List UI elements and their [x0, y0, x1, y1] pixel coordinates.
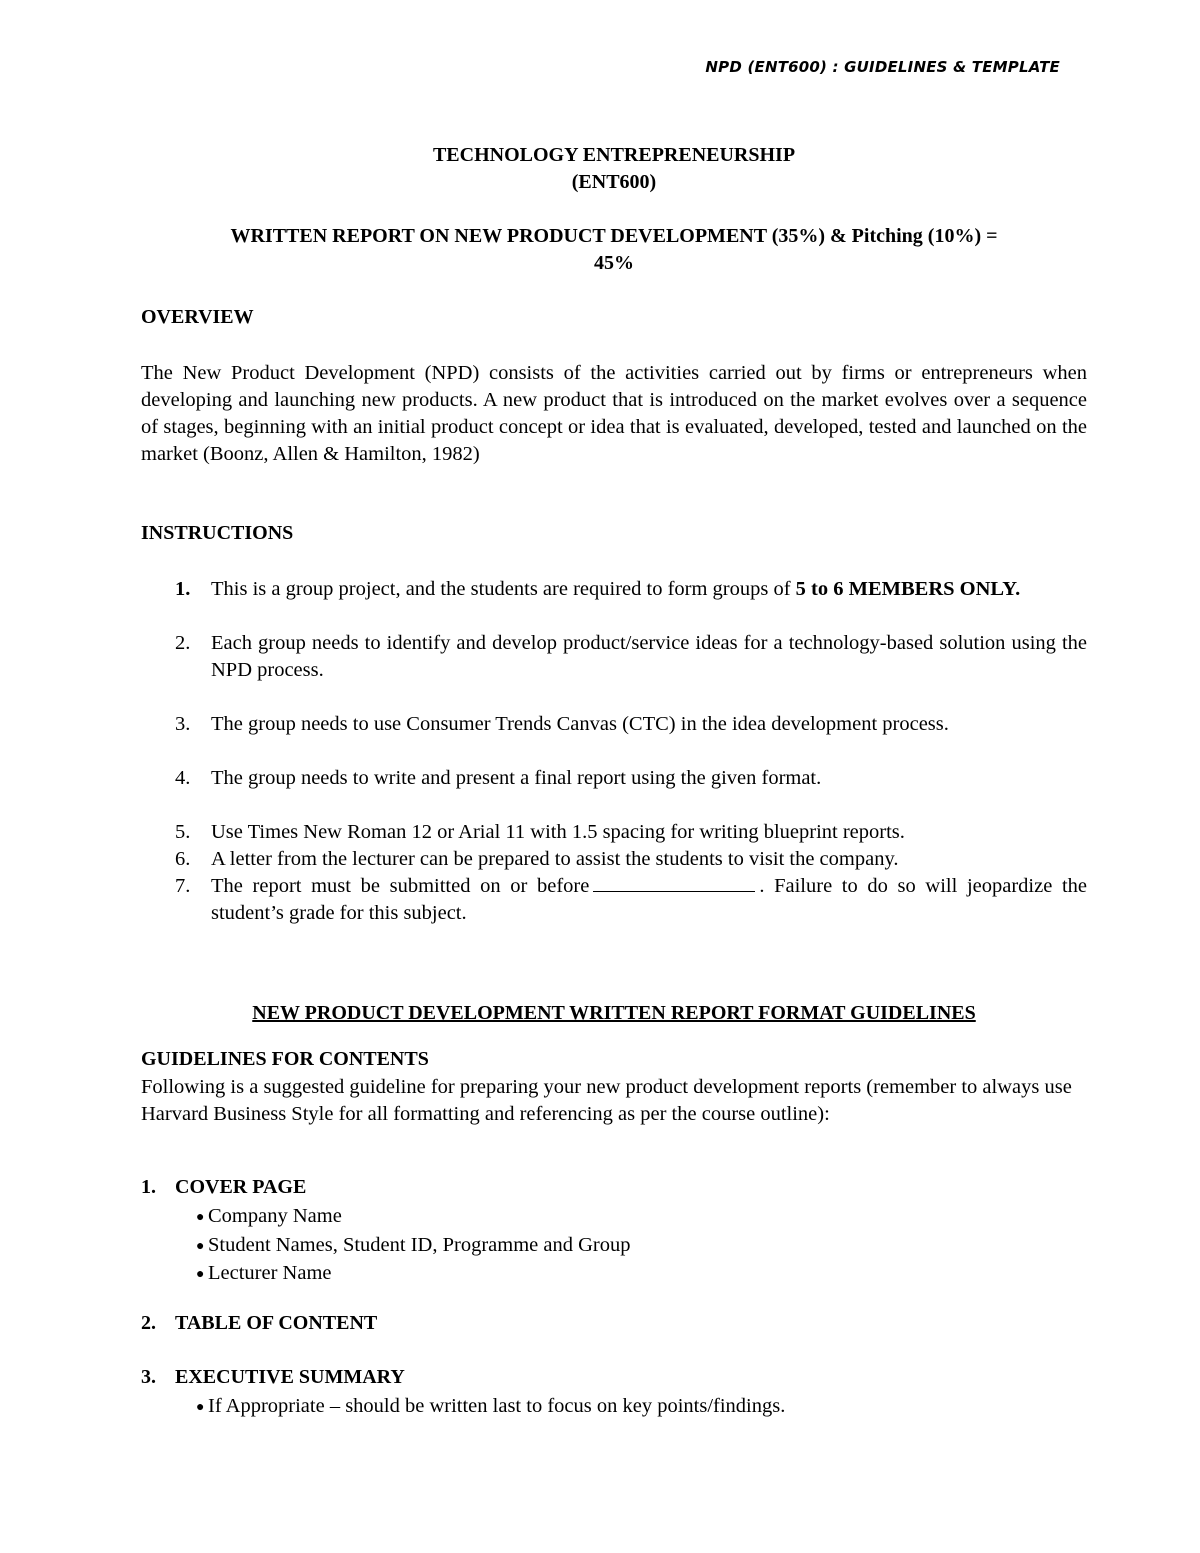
section-executive-summary: [141, 1366, 405, 1389]
contents-heading: GUIDELINES FOR CONTENTS: [141, 1048, 429, 1070]
item-text: A letter from the lecturer can be prepared to assist the students to visit the company.: [211, 848, 899, 870]
section-title: EXECUTIVE SUMMARY: [175, 1366, 405, 1388]
overview-heading: OVERVIEW: [141, 306, 254, 328]
date-blank-line: [593, 873, 755, 892]
item-number: 3.: [175, 713, 191, 735]
list-item: [141, 711, 1087, 738]
bullet-text: Company Name: [208, 1205, 342, 1227]
bullet-text: Lecturer Name: [208, 1262, 332, 1284]
format-heading: NEW PRODUCT DEVELOPMENT WRITTEN REPORT FORMAT GUIDELINES: [252, 1002, 976, 1024]
bullet-icon: ●: [196, 1400, 205, 1415]
item-number: 5.: [175, 821, 191, 843]
section-table-of-content: [141, 1312, 377, 1335]
bullet-icon: ●: [196, 1238, 205, 1254]
item-text: This is a group project, and the students are required to form groups of: [211, 578, 796, 600]
item-number: 7.: [175, 875, 191, 897]
list-item: [141, 630, 1087, 684]
item-number: 1.: [175, 578, 191, 600]
list-item: [141, 873, 1087, 927]
list-item: [141, 576, 1087, 603]
list-item: [141, 819, 1087, 846]
course-code: (ENT600): [571, 171, 657, 193]
report-title: [141, 223, 1087, 277]
item-text: Each group needs to identify and develop product/service ideas for a technology-based solution using the NPD process.: [211, 632, 1087, 681]
cover-page-bullets: [196, 1203, 630, 1289]
section-number: 1.: [141, 1176, 156, 1198]
bullet-icon: ●: [196, 1267, 205, 1282]
item-text: The report must be submitted on or before: [211, 875, 590, 897]
running-header: NPD (ENT600) : GUIDELINES & TEMPLATE: [705, 58, 1060, 76]
report-title-line1: WRITTEN REPORT ON NEW PRODUCT DEVELOPMENT (35%) & Pitching (10%) =: [230, 225, 998, 247]
item-text: The group needs to use Consumer Trends Canvas (CTC) in the idea development process.: [211, 713, 949, 735]
item-text: The group needs to write and present a final report using the given format.: [211, 767, 822, 789]
overview-text: The New Product Development (NPD) consists of the activities carried out by firms or entrepreneurs when developing and launching new products. A new product that is introduced on the market evolves over a sequence of stages, beginning with an initial product concept or idea that is evaluated, developed, tested and launched on the market (Boonz, Allen & Hamilton, 1982): [141, 362, 1087, 465]
list-item: [196, 1203, 630, 1232]
bullet-icon: ●: [196, 1210, 205, 1225]
bullet-text: If Appropriate – should be written last to focus on key points/findings.: [208, 1395, 786, 1417]
executive-summary-bullets: [196, 1393, 785, 1422]
item-number: 4.: [175, 767, 191, 789]
document-title: [141, 142, 1087, 196]
instructions-heading: INSTRUCTIONS: [141, 522, 294, 544]
item-number: 6.: [175, 848, 191, 870]
item-text: . Failure to do so will jeopardize the student’s grade for this subject.: [211, 875, 1087, 924]
list-item: [141, 846, 1087, 873]
section-number: 2.: [141, 1312, 156, 1334]
section-cover-page: [141, 1176, 306, 1199]
section-title: COVER PAGE: [175, 1176, 307, 1198]
item-text: Use Times New Roman 12 or Arial 11 with 1.5 spacing for writing blueprint reports.: [211, 821, 905, 843]
item-number: 2.: [175, 632, 191, 654]
document-page: [141, 0, 1087, 1553]
list-item: [196, 1393, 785, 1422]
section-title: TABLE OF CONTENT: [175, 1312, 378, 1334]
list-item: [196, 1260, 630, 1289]
list-item: [141, 765, 1087, 792]
bullet-text: Student Names, Student ID, Programme and Group: [208, 1233, 631, 1256]
section-number: 3.: [141, 1366, 156, 1388]
instructions-list: [141, 576, 1087, 927]
report-title-line2: 45%: [594, 252, 634, 274]
list-item: [196, 1232, 630, 1261]
item-emphasis: 5 to 6 MEMBERS ONLY.: [795, 578, 1021, 600]
course-title: TECHNOLOGY ENTREPRENEURSHIP: [432, 144, 796, 166]
contents-text: Following is a suggested guideline for preparing your new product development reports (remember to always use Harvard Business Style for all formatting and referencing as per the course outline):: [141, 1076, 1072, 1125]
